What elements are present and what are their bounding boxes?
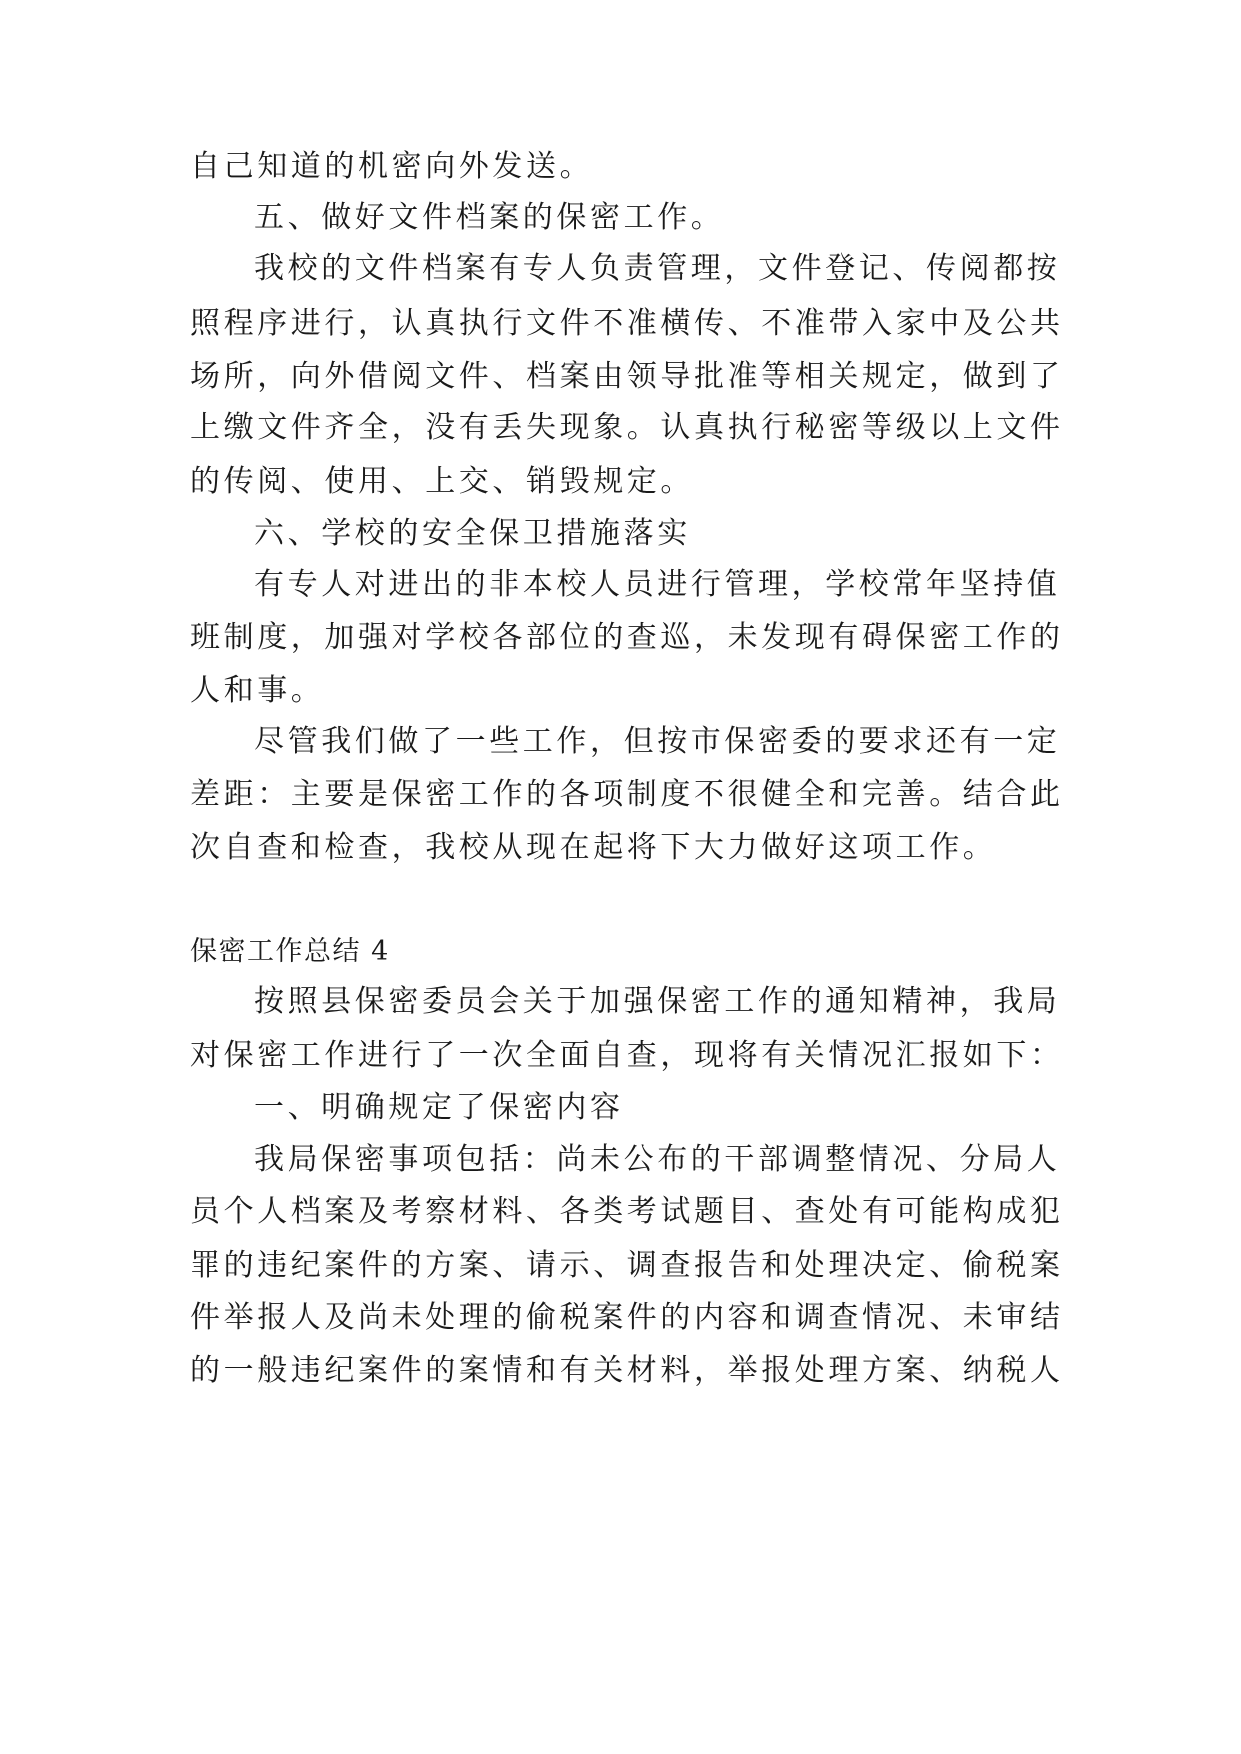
paragraph-line: 罪的违纪案件的方案、请示、调查报告和处理决定、偷税案: [190, 1248, 1064, 1283]
paragraph-line: 的一般违纪案件的案情和有关材料，举报处理方案、纳税人: [190, 1353, 1064, 1388]
paragraph-line: 差距：主要是保密工作的各项制度不很健全和完善。结合此: [190, 777, 1064, 812]
section-heading-6: 六、学校的安全保卫措施落实: [254, 516, 691, 551]
paragraph-line: 我校的文件档案有专人负责管理，文件登记、传阅都按: [254, 251, 1061, 286]
paragraph-line: 件举报人及尚未处理的偷税案件的内容和调查情况、未审结: [190, 1300, 1064, 1335]
paragraph-line: 对保密工作进行了一次全面自查，现将有关情况汇报如下：: [190, 1038, 1064, 1073]
paragraph-line: 的传阅、使用、上交、销毁规定。: [190, 464, 694, 499]
paragraph-line: 人和事。: [190, 673, 325, 708]
paragraph-line: 按照县保密委员会关于加强保密工作的通知精神，我局: [254, 984, 1061, 1019]
paragraph-line: 班制度，加强对学校各部位的查巡，未发现有碍保密工作的: [190, 620, 1064, 655]
paragraph-line: 上缴文件齐全，没有丢失现象。认真执行秘密等级以上文件: [190, 410, 1064, 445]
section-heading-5: 五、做好文件档案的保密工作。: [254, 200, 725, 235]
paragraph-line: 自己知道的机密向外发送。: [190, 149, 594, 184]
document-title: 保密工作总结 4: [190, 936, 390, 967]
paragraph-line: 我局保密事项包括：尚未公布的干部调整情况、分局人: [254, 1142, 1061, 1177]
paragraph-line: 员个人档案及考察材料、各类考试题目、查处有可能构成犯: [190, 1194, 1064, 1229]
paragraph-line: 有专人对进出的非本校人员进行管理，学校常年坚持值: [254, 567, 1061, 602]
paragraph-line: 尽管我们做了一些工作，但按市保密委的要求还有一定: [254, 724, 1061, 759]
paragraph-line: 照程序进行，认真执行文件不准横传、不准带入家中及公共: [190, 306, 1064, 341]
paragraph-line: 场所，向外借阅文件、档案由领导批准等相关规定，做到了: [190, 359, 1064, 394]
paragraph-line: 次自查和检查，我校从现在起将下大力做好这项工作。: [190, 830, 997, 865]
section-heading-1: 一、明确规定了保密内容: [254, 1090, 624, 1125]
